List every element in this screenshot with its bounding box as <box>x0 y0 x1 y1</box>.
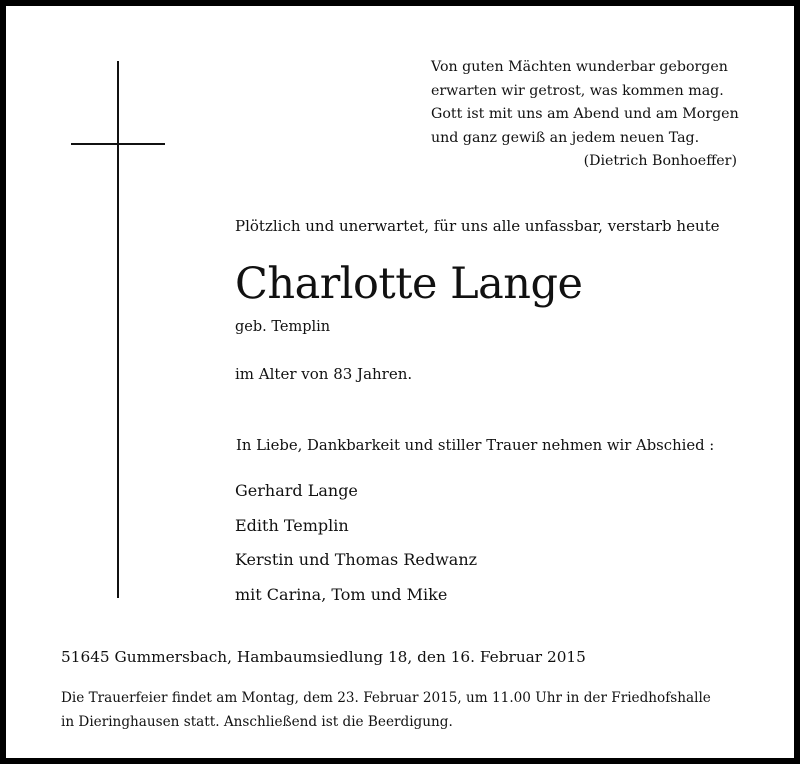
address-date: 51645 Gummersbach, Hambaumsiedlung 18, den 16. Februar 2015 <box>61 648 586 666</box>
mourner-item: Gerhard Lange <box>235 481 358 500</box>
poem-line: Gott ist mit uns am Abend und am Morgen <box>431 106 739 122</box>
ceremony-line: in Dieringhausen statt. Anschließend ist die Beerdigung. <box>61 714 453 730</box>
intro-text: Plötzlich und unerwartet, für uns alle unfassbar, verstarb heute <box>235 217 720 235</box>
mourner-item: mit Carina, Tom und Mike <box>235 584 448 604</box>
poem-line: und ganz gewiß an jedem neuen Tag. <box>431 129 700 146</box>
mourner-item: Kerstin und Thomas Redwanz <box>235 550 478 569</box>
poem-quote <box>431 56 739 174</box>
poem-author: (Dietrich Bonhoeffer) <box>583 153 737 169</box>
poem-line: Von guten Mächten wunderbar geborgen <box>431 59 728 75</box>
ceremony-info <box>61 686 711 734</box>
poem-line: erwarten wir getrost, was kommen mag. <box>431 82 724 99</box>
age-text: im Alter von 83 Jahren. <box>235 365 413 383</box>
cross-vertical-bar <box>117 61 119 598</box>
maiden-name: geb. Templin <box>235 319 331 335</box>
deceased-name: Charlotte Lange <box>235 259 583 309</box>
farewell-text: In Liebe, Dankbarkeit und stiller Trauer nehmen wir Abschied : <box>236 437 715 454</box>
ceremony-line: Die Trauerfeier findet am Montag, dem 23. Februar 2015, um 11.00 Uhr in der Friedhofshalle <box>61 690 711 706</box>
cross-horizontal-bar <box>71 143 165 145</box>
mourner-item: Edith Templin <box>235 515 349 535</box>
mourners-list <box>235 474 477 612</box>
